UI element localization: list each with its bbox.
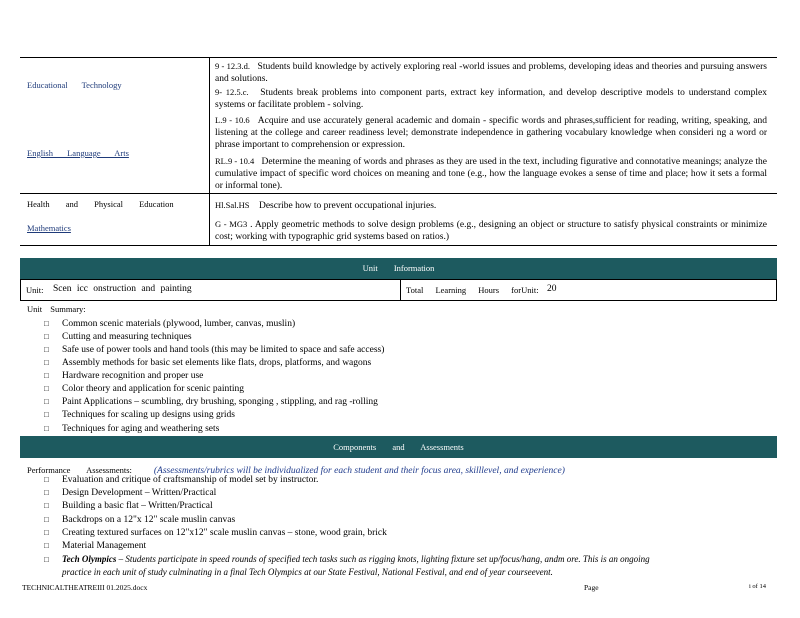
list-item: □ Design Development – Written/Practical: [44, 488, 217, 498]
list-item: □ Building a basic flat – Written/Practical: [44, 501, 213, 511]
unit-label: Unit:: [26, 285, 44, 295]
standard-text: Acquire and use accurately general academic and domain - specific words and phrases,sufficient for reading, writing, speaking, and listening at the college and career readiness level; demonstrate independence in gathering vocabulary knowledge when consideri ng a word or phrase important to comprehension or expression.: [215, 116, 767, 150]
tech-olympics-line-2: practice in each unit of study culminating in a final Tech Olympics at our State Festival, National Festival, and end of year courseevent.: [62, 567, 553, 577]
standard-code: Hl.Sal.HS: [215, 200, 250, 210]
bullet-icon: □: [44, 319, 49, 328]
list-item: □ Material Management: [44, 541, 147, 551]
list-item: □ Techniques for scaling up designs using grids: [44, 410, 235, 420]
standard-text: . Apply geometric methods to solve design problems (e.g., designing an object or structure to satisfy physical constraints or minimize cost; working with typographic grid systems based on ratios.): [215, 220, 767, 242]
standard-code: RL.9 - 10.4: [215, 156, 255, 166]
bullet-icon: □: [44, 555, 49, 564]
components-header: Components and Assessments: [20, 436, 777, 458]
table-border-bottom: [20, 245, 777, 246]
standard-text: Students break problems into component parts, extract key information, and develop descriptive models to understand complex systems or facilitate problem - solving.: [215, 88, 768, 110]
edtech-standard-2: [215, 86, 767, 111]
bullet-icon: □: [44, 332, 49, 341]
footer-filename: TECHNICALTHEATREIII 01.2025.docx: [22, 583, 148, 592]
edtech-standard-1: [215, 60, 767, 85]
math-standard: [215, 218, 767, 243]
table-row-divider: [20, 193, 777, 194]
unit-row: [20, 279, 777, 301]
standard-text: Students build knowledge by actively exploring real -world issues and problems, developing ideas and theories and pursuing answers and solutions.: [215, 62, 767, 84]
subject-health: Health and Physical Education: [27, 199, 174, 209]
tech-olympics-title: Tech Olympics: [62, 554, 117, 564]
standard-code: G - MG3: [215, 219, 248, 229]
subject-english: English Language Arts: [27, 148, 129, 158]
performance-label: Performance Assessments:: [27, 465, 132, 475]
footer-page-number: i of 14: [749, 583, 766, 590]
bullet-icon: □: [44, 345, 49, 354]
bullet-icon: □: [44, 488, 49, 497]
list-item: □ Creating textured surfaces on 12"x12" scale muslin canvas – stone, wood grain, brick: [44, 528, 387, 538]
bullet-icon: □: [44, 475, 49, 484]
unit-name-cell: [20, 279, 401, 301]
table-column-divider: [209, 57, 210, 245]
bullet-icon: □: [44, 528, 49, 537]
list-item: □ Color theory and application for scenic painting: [44, 384, 245, 394]
bullet-icon: □: [44, 541, 49, 550]
list-item: □ Paint Applications – scumbling, dry brushing, sponging , stippling, and rag -rolling: [44, 397, 378, 407]
bullet-icon: □: [44, 515, 49, 524]
ela-standard-1: [215, 114, 767, 151]
unit-summary-label: Unit Summary:: [27, 304, 86, 314]
standard-text: Describe how to prevent occupational injuries.: [258, 201, 437, 211]
tech-olympics-item: [44, 553, 772, 579]
ela-standard-2: [215, 155, 767, 192]
assessment-note: (Assessments/rubrics will be individualized for each student and their focus area, skilllevel, and experience): [153, 466, 565, 476]
unit-information-header: Unit Information: [20, 258, 777, 279]
bullet-icon: □: [44, 424, 49, 433]
tech-olympics-line-1: – Students participate in speed rounds of specified tech tasks such as rigging knots, lighting fixture set up/focus/hang, andm ore. This is an ongoing: [118, 554, 650, 564]
standard-code: L.9 - 10.6: [215, 115, 250, 125]
hours-label: Total Learning Hours forUnit:: [406, 285, 539, 295]
unit-name-value: Scen icc onstruction and painting: [53, 284, 192, 294]
list-item: □ Assembly methods for basic set elements like flats, drops, platforms, and wagons: [44, 358, 372, 368]
bullet-icon: □: [44, 501, 49, 510]
list-item: □ Evaluation and critique of craftsmanship of model set by instructor.: [44, 475, 319, 485]
list-item: □ Cutting and measuring techniques: [44, 332, 192, 342]
list-item: □ Common scenic materials (plywood, lumber, canvas, muslin): [44, 319, 296, 329]
list-item: □ Safe use of power tools and hand tools (this may be limited to space and safe access): [44, 345, 385, 355]
unit-hours-cell: [400, 279, 777, 301]
subject-math: Mathematics: [27, 223, 71, 233]
bullet-icon: □: [44, 358, 49, 367]
bullet-icon: □: [44, 371, 49, 380]
standard-code: 9- 12.5.c.: [215, 87, 249, 97]
list-item: □ Backdrops on a 12"x 12" scale muslin canvas: [44, 515, 236, 525]
health-standard: [215, 199, 767, 212]
hours-value: 20: [547, 284, 557, 294]
footer-page-label: Page: [584, 583, 599, 592]
subject-edtech: Educational Technology: [27, 80, 122, 90]
table-border-top: [20, 57, 777, 58]
list-item: □ Techniques for aging and weathering sets: [44, 424, 220, 434]
bullet-icon: □: [44, 397, 49, 406]
standard-text: Determine the meaning of words and phrases as they are used in the text, including figurative and connotative meanings; analyze the cumulative impact of specific word choices on meaning and tone (e.g., how the language evokes a sense of time and place; how it sets a formal or informal tone).: [215, 157, 767, 191]
list-item: □ Hardware recognition and proper use: [44, 371, 204, 381]
standard-code: 9 - 12.3.d.: [215, 61, 250, 71]
bullet-icon: □: [44, 410, 49, 419]
bullet-icon: □: [44, 384, 49, 393]
